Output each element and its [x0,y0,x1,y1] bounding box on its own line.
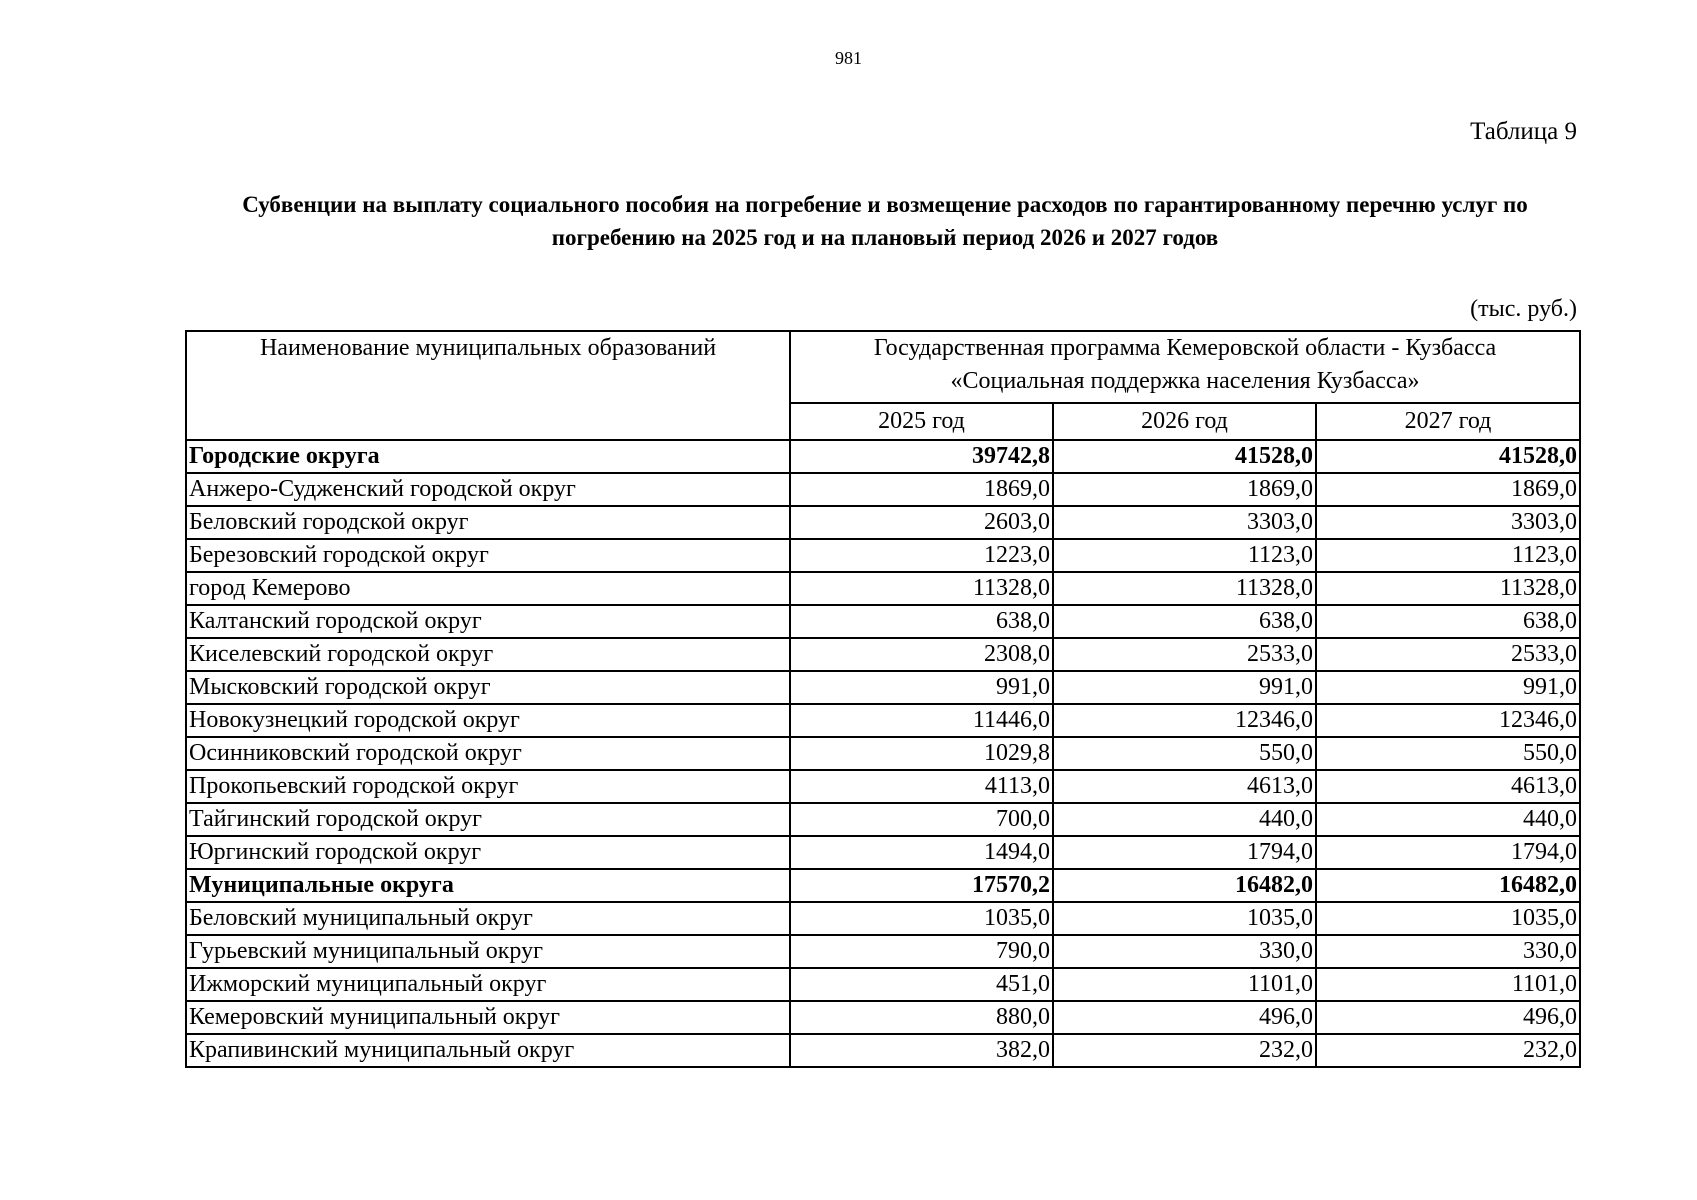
value-2027-cell: 232,0 [1316,1034,1580,1067]
value-2025-cell: 39742,8 [790,440,1053,473]
table-row [186,836,1580,869]
value-2026-cell: 11328,0 [1053,572,1316,605]
header-year-2026: 2026 год [1053,403,1316,440]
municipality-name-cell: Муниципальные округа [186,869,790,902]
table-row [186,803,1580,836]
value-2025-cell: 2308,0 [790,638,1053,671]
value-2026-cell: 3303,0 [1053,506,1316,539]
municipality-name-cell: Тайгинский городской округ [186,803,790,836]
value-2025-cell: 382,0 [790,1034,1053,1067]
value-2026-cell: 991,0 [1053,671,1316,704]
value-2027-cell: 1035,0 [1316,902,1580,935]
municipality-name-cell: Городские округа [186,440,790,473]
value-2027-cell: 3303,0 [1316,506,1580,539]
table-row [186,506,1580,539]
municipality-name-cell: Гурьевский муниципальный округ [186,935,790,968]
municipality-name-cell: Беловский муниципальный округ [186,902,790,935]
value-2027-cell: 1794,0 [1316,836,1580,869]
value-2027-cell: 330,0 [1316,935,1580,968]
value-2027-cell: 4613,0 [1316,770,1580,803]
table-row [186,539,1580,572]
value-2027-cell: 16482,0 [1316,869,1580,902]
value-2026-cell: 550,0 [1053,737,1316,770]
municipality-name-cell: Беловский городской округ [186,506,790,539]
municipality-name-cell: Анжеро-Судженский городской округ [186,473,790,506]
table-row [186,638,1580,671]
value-2026-cell: 1123,0 [1053,539,1316,572]
municipality-name-cell: Крапивинский муниципальный округ [186,1034,790,1067]
value-2027-cell: 440,0 [1316,803,1580,836]
value-2026-cell: 496,0 [1053,1001,1316,1034]
table-row [186,770,1580,803]
table-row [186,1034,1580,1067]
value-2026-cell: 1035,0 [1053,902,1316,935]
value-2025-cell: 790,0 [790,935,1053,968]
value-2027-cell: 496,0 [1316,1001,1580,1034]
header-program-line2: «Социальная поддержка населения Кузбасса» [950,368,1420,394]
municipality-name-cell: город Кемерово [186,572,790,605]
value-2025-cell: 1494,0 [790,836,1053,869]
header-program-line1: Государственная программа Кемеровской области - Кузбасса [873,335,1497,361]
page-number: 981 [835,48,862,68]
value-2026-cell: 1869,0 [1053,473,1316,506]
value-2025-cell: 1223,0 [790,539,1053,572]
table-row [186,902,1580,935]
header-year-2027: 2027 год [1316,403,1580,440]
value-2026-cell: 12346,0 [1053,704,1316,737]
value-2026-cell: 16482,0 [1053,869,1316,902]
municipality-name-cell: Новокузнецкий городской округ [186,704,790,737]
value-2027-cell: 550,0 [1316,737,1580,770]
header-year-2025: 2025 год [790,403,1053,440]
municipality-name-cell: Киселевский городской округ [186,638,790,671]
table-row [186,1001,1580,1034]
value-2025-cell: 1029,8 [790,737,1053,770]
table-group-row [186,869,1580,902]
value-2025-cell: 2603,0 [790,506,1053,539]
value-2026-cell: 2533,0 [1053,638,1316,671]
value-2025-cell: 17570,2 [790,869,1053,902]
value-2027-cell: 1101,0 [1316,968,1580,1001]
value-2027-cell: 991,0 [1316,671,1580,704]
units-label: (тыс. руб.) [1470,296,1577,322]
municipality-name-cell: Прокопьевский городской округ [186,770,790,803]
table-row [186,671,1580,704]
header-municipality-name: Наименование муниципальных образований [186,331,790,440]
document-title: Субвенции на выплату социального пособия на погребение и возмещение расходов по гарантированному перечню услуг по погребению на 2025 год и на плановый период 2026 и 2027 годов [242,192,1528,250]
value-2027-cell: 638,0 [1316,605,1580,638]
municipality-name-cell: Калтанский городской округ [186,605,790,638]
value-2026-cell: 638,0 [1053,605,1316,638]
municipality-name-cell: Юргинский городской округ [186,836,790,869]
value-2025-cell: 11446,0 [790,704,1053,737]
value-2025-cell: 1869,0 [790,473,1053,506]
municipality-name-cell: Осинниковский городской округ [186,737,790,770]
value-2027-cell: 1123,0 [1316,539,1580,572]
municipality-name-cell: Кемеровский муниципальный округ [186,1001,790,1034]
value-2025-cell: 638,0 [790,605,1053,638]
header-program [790,331,1580,403]
value-2025-cell: 4113,0 [790,770,1053,803]
value-2025-cell: 880,0 [790,1001,1053,1034]
value-2027-cell: 12346,0 [1316,704,1580,737]
value-2026-cell: 1794,0 [1053,836,1316,869]
value-2025-cell: 991,0 [790,671,1053,704]
table-row [186,968,1580,1001]
value-2027-cell: 41528,0 [1316,440,1580,473]
value-2025-cell: 11328,0 [790,572,1053,605]
municipality-name-cell: Ижморский муниципальный округ [186,968,790,1001]
value-2026-cell: 232,0 [1053,1034,1316,1067]
value-2026-cell: 440,0 [1053,803,1316,836]
value-2026-cell: 41528,0 [1053,440,1316,473]
value-2027-cell: 2533,0 [1316,638,1580,671]
value-2026-cell: 1101,0 [1053,968,1316,1001]
table-row [186,935,1580,968]
table-row [186,737,1580,770]
table-label: Таблица 9 [1470,118,1577,145]
subsidy-table [185,330,1581,1068]
value-2025-cell: 700,0 [790,803,1053,836]
table-row [186,704,1580,737]
value-2026-cell: 4613,0 [1053,770,1316,803]
value-2025-cell: 451,0 [790,968,1053,1001]
municipality-name-cell: Березовский городской округ [186,539,790,572]
value-2026-cell: 330,0 [1053,935,1316,968]
table-group-row [186,440,1580,473]
table-row [186,473,1580,506]
value-2025-cell: 1035,0 [790,902,1053,935]
table-row [186,572,1580,605]
value-2027-cell: 11328,0 [1316,572,1580,605]
table-row [186,605,1580,638]
table-body [186,440,1580,1067]
municipality-name-cell: Мысковский городской округ [186,671,790,704]
value-2027-cell: 1869,0 [1316,473,1580,506]
